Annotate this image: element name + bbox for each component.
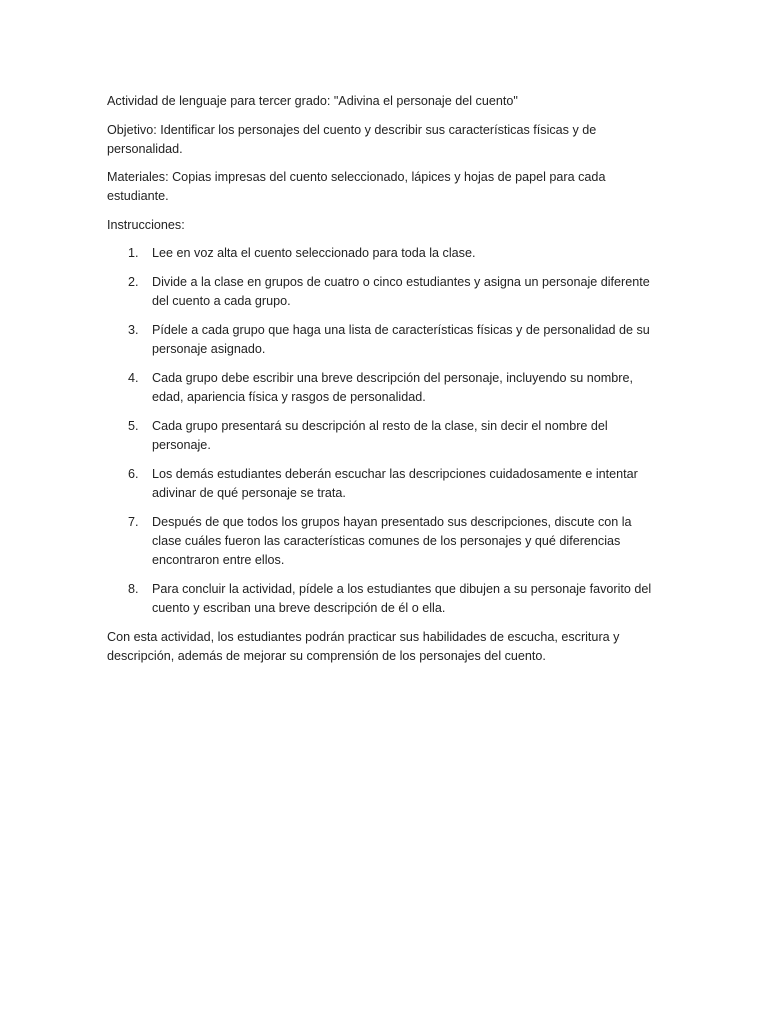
list-item [107, 369, 659, 407]
list-item-text: Divide a la clase en grupos de cuatro o cinco estudiantes y asigna un personaje diferente del cuento a cada grupo. [152, 275, 650, 308]
list-item [107, 465, 659, 503]
instructions-list [107, 244, 659, 618]
list-item-text: Para concluir la actividad, pídele a los estudiantes que dibujen a su personaje favorito del cuento y escriban una breve descripción de él o ella. [152, 582, 652, 615]
list-item [107, 244, 659, 263]
document-title: Actividad de lenguaje para tercer grado: "Adivina el personaje del cuento" [107, 94, 518, 108]
instructions-heading: Instrucciones: [107, 217, 185, 232]
list-item [107, 513, 659, 570]
list-item-text: Pídele a cada grupo que haga una lista de características físicas y de personalidad de su personaje asignado. [152, 323, 650, 356]
list-item-number: 2. [128, 275, 139, 289]
list-item-number: 8. [128, 582, 139, 596]
list-item-number: 1. [128, 246, 139, 260]
list-item [107, 417, 659, 455]
list-item [107, 580, 659, 618]
list-item-number: 4. [128, 371, 139, 385]
materials-paragraph: Materiales: Copias impresas del cuento seleccionado, lápices y hojas de papel para cada estudiante. [107, 170, 606, 203]
objective-paragraph: Objetivo: Identificar los personajes del cuento y describir sus características físicas y de personalidad. [107, 122, 597, 156]
document-page [107, 92, 659, 676]
list-item-number: 7. [128, 515, 139, 529]
list-item-number: 5. [128, 419, 139, 433]
list-item-text: Después de que todos los grupos hayan presentado sus descripciones, discute con la clase cuáles fueron las características comunes de los personajes y qué diferencias encontraron entre ellos. [152, 515, 632, 567]
list-item [107, 321, 659, 359]
list-item-text: Cada grupo debe escribir una breve descripción del personaje, incluyendo su nombre, edad, apariencia física y rasgos de personalidad. [152, 371, 633, 404]
list-item-text: Lee en voz alta el cuento seleccionado para toda la clase. [152, 246, 476, 260]
list-item-text: Los demás estudiantes deberán escuchar las descripciones cuidadosamente e intentar adivinar de qué personaje se trata. [152, 467, 638, 500]
list-item [107, 273, 659, 311]
list-item-number: 3. [128, 323, 139, 337]
list-item-text: Cada grupo presentará su descripción al resto de la clase, sin decir el nombre del personaje. [152, 419, 608, 452]
conclusion-paragraph: Con esta actividad, los estudiantes podrán practicar sus habilidades de escucha, escritura y descripción, además de mejorar su comprensión de los personajes del cuento. [107, 630, 620, 663]
list-item-number: 6. [128, 467, 139, 481]
